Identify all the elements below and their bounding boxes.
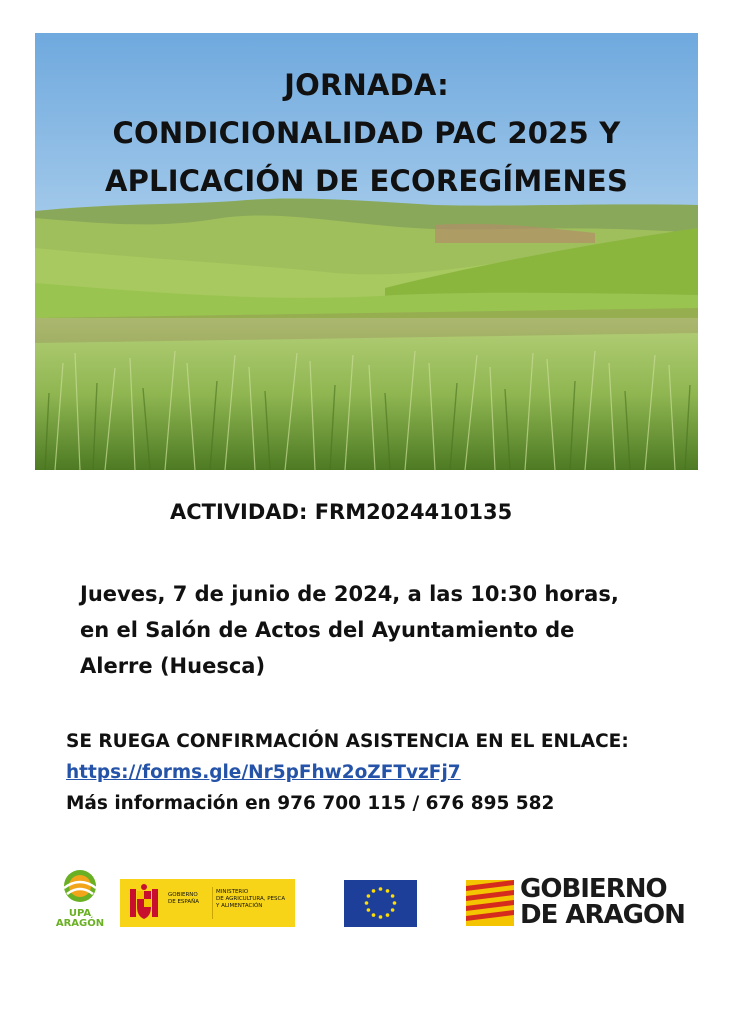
event-details <box>80 576 619 684</box>
upa-aragon-logo <box>52 868 108 934</box>
title-line: APLICACIÓN DE ECOREGÍMENES <box>104 164 629 198</box>
aragon-line: DE ARAGON <box>520 900 685 930</box>
confirmation-request: SE RUEGA CONFIRMACIÓN ASISTENCIA EN EL ENLACE: <box>66 731 629 752</box>
gobierno-aragon-logo <box>466 874 692 930</box>
min-line: Y ALIMENTACIÓN <box>216 903 263 909</box>
aragon-line: GOBIERNO <box>520 874 667 904</box>
event-title <box>35 61 698 205</box>
ministry-name-text <box>216 889 285 910</box>
activity-code: ACTIVIDAD: FRM2024410135 <box>170 500 513 524</box>
spain-coat-of-arms-icon <box>126 883 162 923</box>
details-line: Alerre (Huesca) <box>80 654 266 678</box>
title-line: CONDICIONALIDAD PAC 2025 Y <box>112 116 621 150</box>
eu-flag-logo <box>344 880 417 927</box>
aragon-name-text <box>520 876 685 928</box>
title-line: JORNADA: <box>284 68 449 102</box>
divider <box>212 887 213 919</box>
more-info: Más información en 976 700 115 / 676 895 582 <box>66 793 555 814</box>
hero-image <box>35 33 698 470</box>
min-line: DE AGRICULTURA, PESCA <box>216 896 286 902</box>
gob-line: DE ESPAÑA <box>168 899 200 905</box>
gobierno-espana-text <box>168 892 199 906</box>
aragon-stripes-icon <box>466 880 514 926</box>
upa-sun-icon <box>60 868 100 904</box>
ministry-logo <box>120 879 295 927</box>
registration-link[interactable]: https://forms.gle/Nr5pFhw2oZFTvzFj7 <box>66 762 461 783</box>
confirmation-block <box>66 726 629 819</box>
details-line: Jueves, 7 de junio de 2024, a las 10:30 horas, <box>80 582 619 606</box>
upa-line2: ARAGÓN <box>55 918 105 929</box>
upa-line1: UPA <box>68 908 92 919</box>
min-line: MINISTERIO <box>216 889 249 895</box>
sponsor-logos <box>0 868 733 938</box>
details-line: en el Salón de Actos del Ayuntamiento de <box>80 618 575 642</box>
eu-stars-icon <box>344 880 417 927</box>
gob-line: GOBIERNO <box>168 892 198 898</box>
